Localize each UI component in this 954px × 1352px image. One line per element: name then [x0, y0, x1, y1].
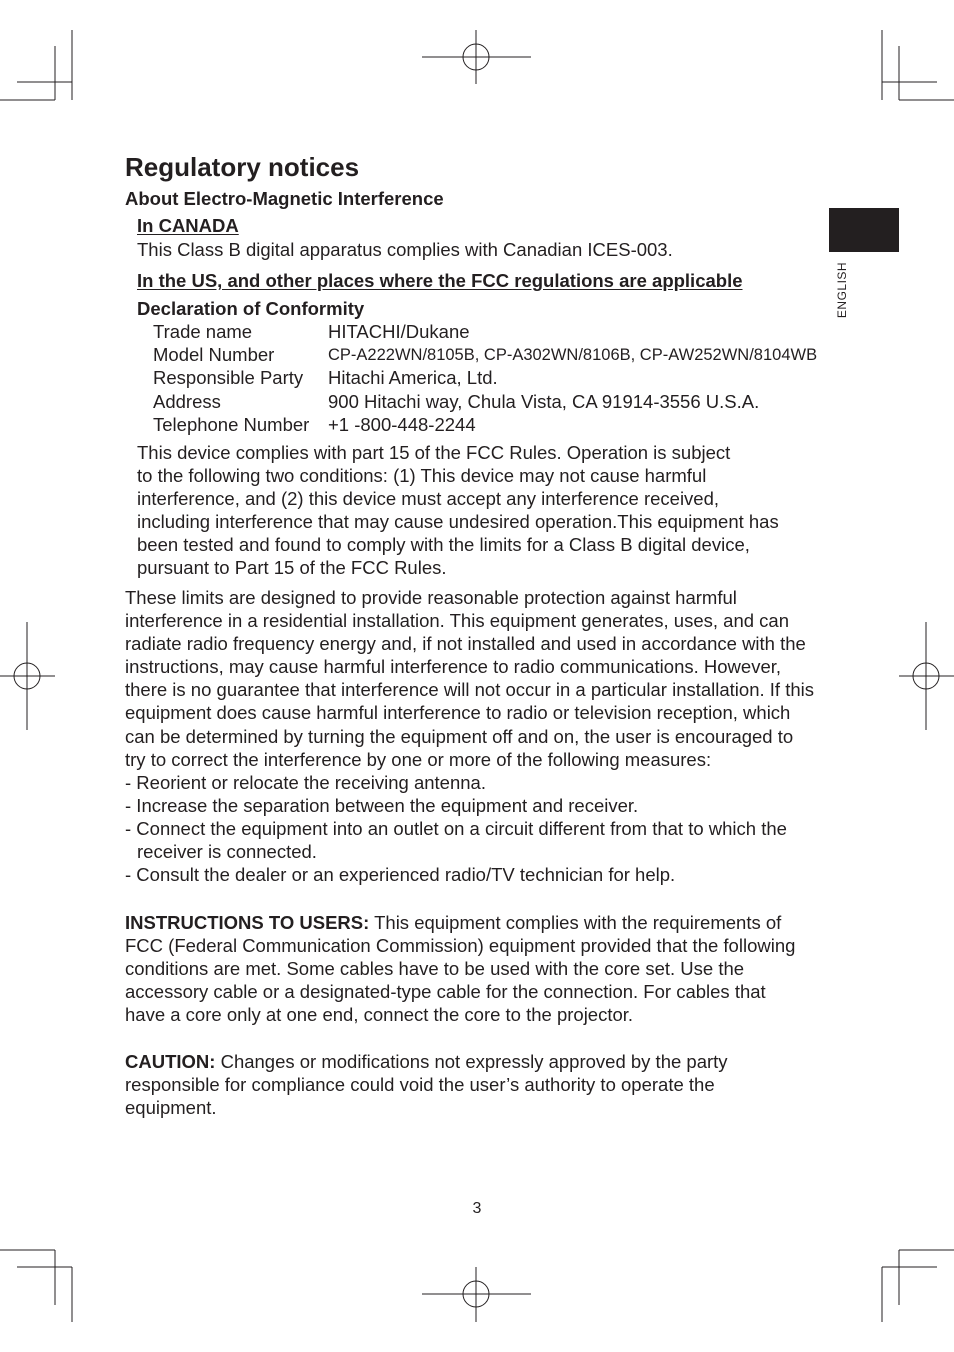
- paragraph-line: FCC (Federal Communication Commission) equipment provided that the following: [125, 935, 796, 957]
- paragraph-line: responsible for compliance could void the user’s authority to operate the: [125, 1074, 715, 1096]
- detail-value: HITACHI/Dukane: [328, 321, 470, 342]
- detail-value: +1 -800-448-2244: [328, 414, 476, 435]
- paragraph-line: interference, and (2) this device must accept any interference received,: [137, 488, 720, 510]
- caution-label: CAUTION:: [125, 1051, 216, 1072]
- paragraph-line: Changes or modifications not expressly approved by the party: [215, 1051, 728, 1072]
- measure-item-continued: receiver is connected.: [137, 841, 317, 863]
- detail-label: Model Number: [153, 344, 275, 365]
- detail-label: Responsible Party: [153, 367, 304, 388]
- detail-value: CP-A222WN/8105B, CP-A302WN/8106B, CP-AW252WN/8104WB: [328, 346, 818, 364]
- paragraph-line: conditions are met. Some cables have to be used with the core set. Use the: [125, 958, 745, 980]
- paragraph-line: interference in a residential installation. This equipment generates, uses, and can: [125, 610, 790, 632]
- paragraph-line: to the following two conditions: (1) This device may not cause harmful: [137, 465, 707, 487]
- paragraph-line: including interference that may cause undesired operation.This equipment has: [137, 511, 779, 533]
- paragraph-line: there is no guarantee that interference will not occur in a particular installation. If this: [125, 679, 814, 701]
- paragraph-line: can be determined by turning the equipment off and on, the user is encouraged to: [125, 725, 794, 747]
- compliance-paragraph: [137, 441, 779, 580]
- measure-item: - Connect the equipment into an outlet on a circuit different from that to which the: [125, 817, 787, 839]
- paragraph-line: This device complies with part 15 of the FCC Rules. Operation is subject: [137, 442, 731, 463]
- paragraph-line: radiate radio frequency energy and, if not installed and used in accordance with the: [125, 633, 806, 655]
- canada-heading: In CANADA: [137, 215, 239, 236]
- measure-item: - Consult the dealer or an experienced radio/TV technician for help.: [125, 864, 676, 886]
- paragraph-line: have a core only at one end, connect the core to the projector.: [125, 1004, 634, 1026]
- paragraph-line: been tested and found to comply with the limits for a Class B digital device,: [137, 534, 750, 556]
- paragraph-line: pursuant to Part 15 of the FCC Rules.: [137, 557, 447, 579]
- paragraph-line: This equipment complies with the requirements of: [369, 912, 782, 933]
- page-number: 3: [472, 1200, 482, 1217]
- limits-paragraph: [125, 586, 814, 886]
- instructions-paragraph: [125, 911, 795, 1026]
- measure-item: - Increase the separation between the equipment and receiver.: [125, 794, 639, 816]
- paragraph-line: equipment.: [125, 1097, 217, 1119]
- language-label: ENGLISH: [835, 261, 849, 319]
- detail-label: Address: [153, 391, 221, 412]
- paragraph-line: accessory cable or a designated-type cable for the connection. For cables that: [125, 981, 766, 1003]
- detail-label: Trade name: [153, 321, 253, 342]
- language-tab: [829, 208, 899, 252]
- detail-label: Telephone Number: [153, 414, 310, 435]
- page-title: Regulatory notices: [125, 152, 360, 182]
- paragraph-line: try to correct the interference by one or more of the following measures:: [125, 748, 712, 770]
- us-heading: In the US, and other places where the FCC regulations are applicable: [137, 270, 743, 291]
- paragraph-line: These limits are designed to provide reasonable protection against harmful: [125, 587, 737, 608]
- canada-text: This Class B digital apparatus complies with Canadian ICES-003.: [137, 239, 673, 260]
- detail-value: Hitachi America, Ltd.: [328, 367, 498, 388]
- declaration-heading: Declaration of Conformity: [137, 298, 365, 319]
- section-subtitle: About Electro-Magnetic Interference: [125, 188, 444, 209]
- paragraph-line: instructions, may cause harmful interference to radio communications. However,: [125, 656, 782, 678]
- caution-paragraph: [125, 1050, 728, 1119]
- measure-item: - Reorient or relocate the receiving antenna.: [125, 771, 486, 793]
- detail-value: 900 Hitachi way, Chula Vista, CA 91914-3556 U.S.A.: [328, 391, 760, 412]
- instructions-label: INSTRUCTIONS TO USERS:: [125, 912, 370, 933]
- paragraph-line: equipment does cause harmful interference to radio or television reception, which: [125, 702, 791, 724]
